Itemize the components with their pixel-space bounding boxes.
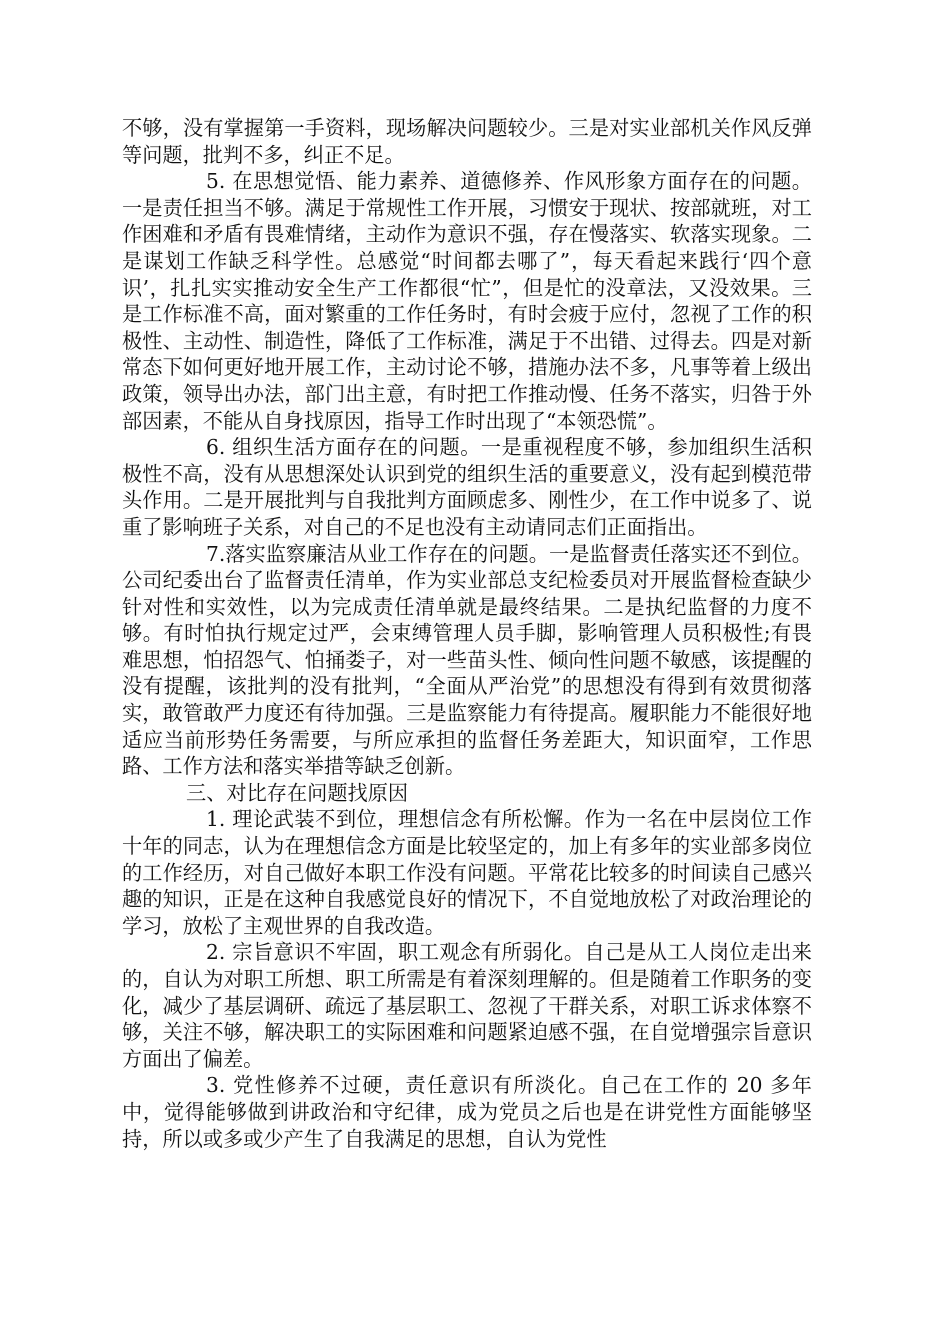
paragraph-cause-2: 2. 宗旨意识不牢固，职工观念有所弱化。自己是从工人岗位走出来的，自认为对职工所想、职工所需是有着深刻理解的。但是随着工作职务的变化，减少了基层调研、疏远了基层职工、忽视了干群关系，对职工诉求体察不够，关注不够，解决职工的实际困难和问题紧迫感不强，在自觉增强宗旨意识方面出了偏差。 xyxy=(122,940,812,1071)
paragraph-cause-3: 3. 党性修养不过硬，责任意识有所淡化。自己在工作的 20 多年中，觉得能够做到讲政治和守纪律，成为党员之后也是在讲党性方面能够坚持，所以或多或少产生了自我满足的思想，自认为党性 xyxy=(122,1073,812,1151)
paragraph-item-6: 6. 组织生活方面存在的问题。一是重视程度不够，参加组织生活积极性不高，没有从思想深处认识到党的组织生活的重要意义，没有起到模范带头作用。二是开展批判与自我批判方面顾虑多、刚性少，在工作中说多了、说重了影响班子关系，对自己的不足也没有主动请同志们正面指出。 xyxy=(122,435,812,539)
paragraph-item-7: 7.落实监察廉洁从业工作存在的问题。一是监督责任落实还不到位。公司纪委出台了监督责任清单，作为实业部总支纪检委员对开展监督检查缺少针对性和实效性，以为完成责任清单就是最终结果。二是执纪监督的力度不够。有时怕执行规定过严，会束缚管理人员手脚，影响管理人员积极性;有畏难思想，怕招怨气、怕捅娄子，对一些苗头性、倾向性问题不敏感，该提醒的没有提醒，该批判的没有批判，“全面从严治党”的思想没有得到有效贯彻落实，敢管敢严力度还有待加强。三是监察能力有待提高。履职能力不能很好地适应当前形势任务需要，与所应承担的监督任务差距大，知识面窄，工作思路、工作方法和落实举措等缺乏创新。 xyxy=(122,541,812,779)
section-heading-3: 三、对比存在问题找原因 xyxy=(186,780,409,805)
paragraph-cause-1: 1. 理论武装不到位，理想信念有所松懈。作为一名在中层岗位工作十年的同志，认为在理想信念方面是比较坚定的，加上有多年的实业部多岗位的工作经历，对自己做好本职工作没有问题。平常花比较多的时间读自己感兴趣的知识，正是在这种自我感觉良好的情况下，不自觉地放松了对政治理论的学习，放松了主观世界的自我改造。 xyxy=(122,807,812,938)
paragraph-continuation: 不够，没有掌握第一手资料，现场解决问题较少。三是对实业部机关作风反弹等问题，批判不多，纠正不足。 xyxy=(122,116,812,167)
document-body xyxy=(122,115,812,1152)
paragraph-item-5: 5. 在思想觉悟、能力素养、道德修养、作风形象方面存在的问题。一是责任担当不够。满足于常规性工作开展，习惯安于现状、按部就班，对工作困难和矛盾有畏难情绪，主动作为意识不强，存在慢落实、软落实现象。二是谋划工作缺乏科学性。总感觉“时间都去哪了”，每天看起来践行‘四个意识’，扎扎实实推动安全生产工作都很“忙”，但是忙的没章法，又没效果。三是工作标准不高，面对繁重的工作任务时，有时会疲于应付，忽视了工作的积极性、主动性、制造性，降低了工作标准，满足于不出错、过得去。四是对新常态下如何更好地开展工作，主动讨论不够，措施办法不多，凡事等着上级出政策，领导出办法，部门出主意，有时把工作推动慢、任务不落实，归咎于外部因素，不能从自身找原因，指导工作时出现了“本领恐慌”。 xyxy=(122,169,812,433)
